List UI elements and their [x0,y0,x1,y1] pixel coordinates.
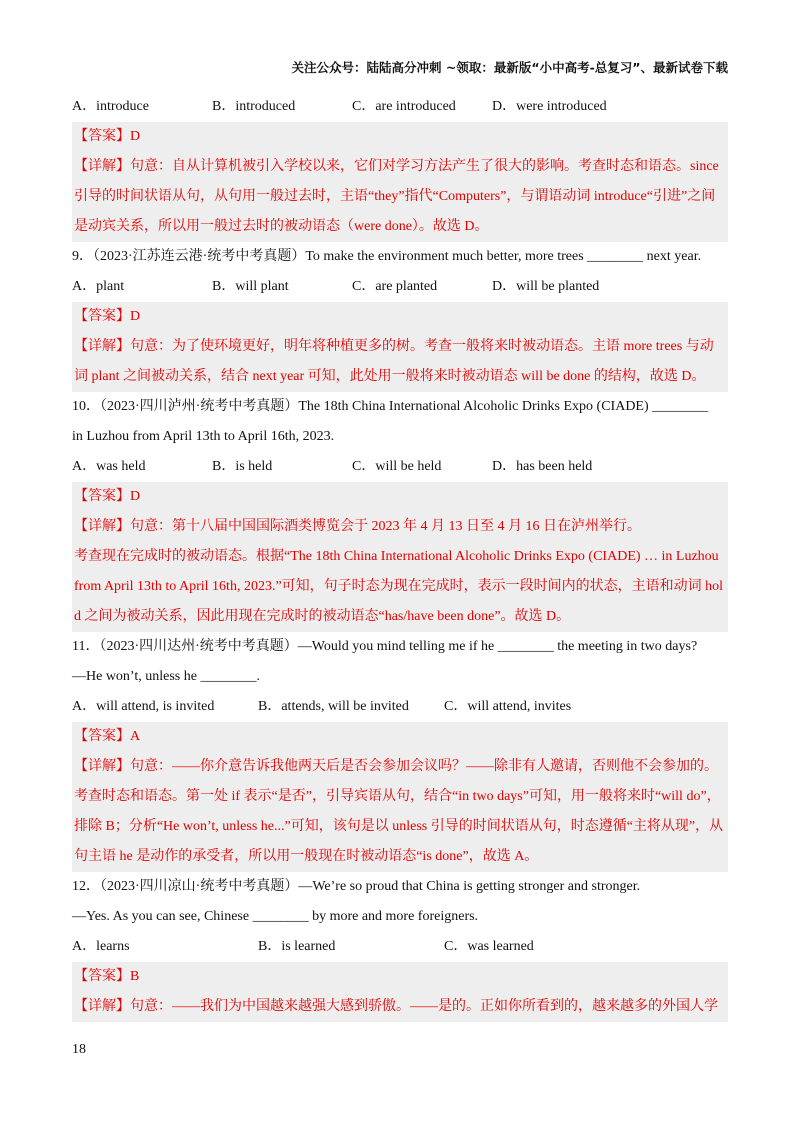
q12-option-b: B．is learned [258,939,336,954]
q10-detail-2: 考查现在完成时的被动语态。根据“The 18th China International Alcoholic Drinks Expo (CIADE) … in Luzhou from April 13th to April 16th, 2023.”可知，句子时态为现在完成时，表示一段时间内的状态，主语和动词 hold 之间为被动关系，因此用现在完成时的被动语态“has/have been done”。故选 D。 [74,549,724,624]
q8-option-a: A．introduce [72,99,149,114]
q9-option-b: B．will plant [212,279,289,294]
q12-stem-line1: 12．（2023·四川凉山·统考中考真题）—We’re so proud that China is getting stronger and stronger. [72,879,641,894]
q11-stem-line2: —He won’t, unless he ________. [72,669,260,684]
q11-stem-line1: 11．（2023·四川达州·统考中考真题）—Would you mind telling me if he ________ the meeting in two days? [72,639,698,654]
q8-answer: 【答案】D [74,129,141,144]
q10-option-d: D．has been held [492,459,593,474]
q10-answer-box [72,482,728,632]
q8-answer-box [72,122,728,242]
q12-options [72,932,728,962]
q10-stem-line2: in Luzhou from April 13th to April 16th, 2023. [72,429,335,444]
q12-detail: 【详解】句意：——我们为中国越来越强大感到骄傲。——是的。正如你所看到的，越来越多的外国人学 [74,999,718,1014]
q9-stem: 9．（2023·江苏连云港·统考中考真题）To make the environment much better, more trees ________ next year. [72,249,702,264]
q11-options [72,692,728,722]
q8-detail: 【详解】句意：自从计算机被引入学校以来，它们对学习方法产生了很大的影响。考查时态和语态。since 引导的时间状语从句，从句用一般过去时，主语“they”指代“Computers”，与谓语动词 introduce“引进”之间是动宾关系，所以用一般过去时的被动语态（were done）。故选 D。 [74,159,719,234]
q8-option-d: D．were introduced [492,99,607,114]
q10-answer: 【答案】D [74,489,141,504]
q8-options [72,92,728,122]
q10-option-c: C．will be held [352,459,442,474]
q11-option-c: C．will attend, invites [444,699,572,714]
page-header: 关注公众号：陆陆高分冲刺 ~领取：最新版“小中高考-总复习”、最新试卷下载 [291,60,728,75]
q10-stem-line1: 10．（2023·四川泸州·统考中考真题）The 18th China International Alcoholic Drinks Expo (CIADE) ________ [72,399,709,414]
page-number: 18 [72,1042,86,1057]
q11-detail: 【详解】句意：——你介意告诉我他两天后是否会参加会议吗？——除非有人邀请，否则他不会参加的。考查时态和语态。第一处 if 表示“是否”，引导宾语从句，结合“in two days”可知，用一般将来时“will do”，排除 B；分析“He won’t, unless he...”可知，该句是以 unless 引导的时间状语从句，时态遵循“主将从现”，从句主语 he 是动作的承受者，所以用一般现在时被动语态“is done”，故选 A。 [74,759,724,864]
q9-answer: 【答案】D [74,309,141,324]
q12-answer-box [72,962,728,1022]
q11-option-b: B．attends, will be invited [258,699,409,714]
document-body [72,92,728,1022]
q11-answer: 【答案】A [74,729,141,744]
q10-option-a: A．was held [72,459,146,474]
q9-option-d: D．will be planted [492,279,600,294]
q9-option-a: A．plant [72,279,125,294]
q12-stem-line2: —Yes. As you can see, Chinese ________ by more and more foreigners. [72,909,479,924]
q10-option-b: B．is held [212,459,273,474]
q9-option-c: C．are planted [352,279,438,294]
q12-option-a: A．learns [72,939,130,954]
q10-detail-1: 【详解】句意：第十八届中国国际酒类博览会于 2023 年 4 月 13 日至 4 月 16 日在泸州举行。 [74,519,641,534]
q12-option-c: C．was learned [444,939,534,954]
q9-options [72,272,728,302]
q8-option-b: B．introduced [212,99,296,114]
q9-answer-box [72,302,728,392]
q11-option-a: A．will attend, is invited [72,699,215,714]
q11-answer-box [72,722,728,872]
q10-options [72,452,728,482]
q9-detail: 【详解】句意：为了使环境更好，明年将种植更多的树。考查一般将来时被动语态。主语 more trees 与动词 plant 之间被动关系，结合 next year 可知，此处用一般将来时被动语态 will be done 的结构，故选 D。 [74,339,714,384]
q8-option-c: C．are introduced [352,99,456,114]
q12-answer: 【答案】B [74,969,140,984]
